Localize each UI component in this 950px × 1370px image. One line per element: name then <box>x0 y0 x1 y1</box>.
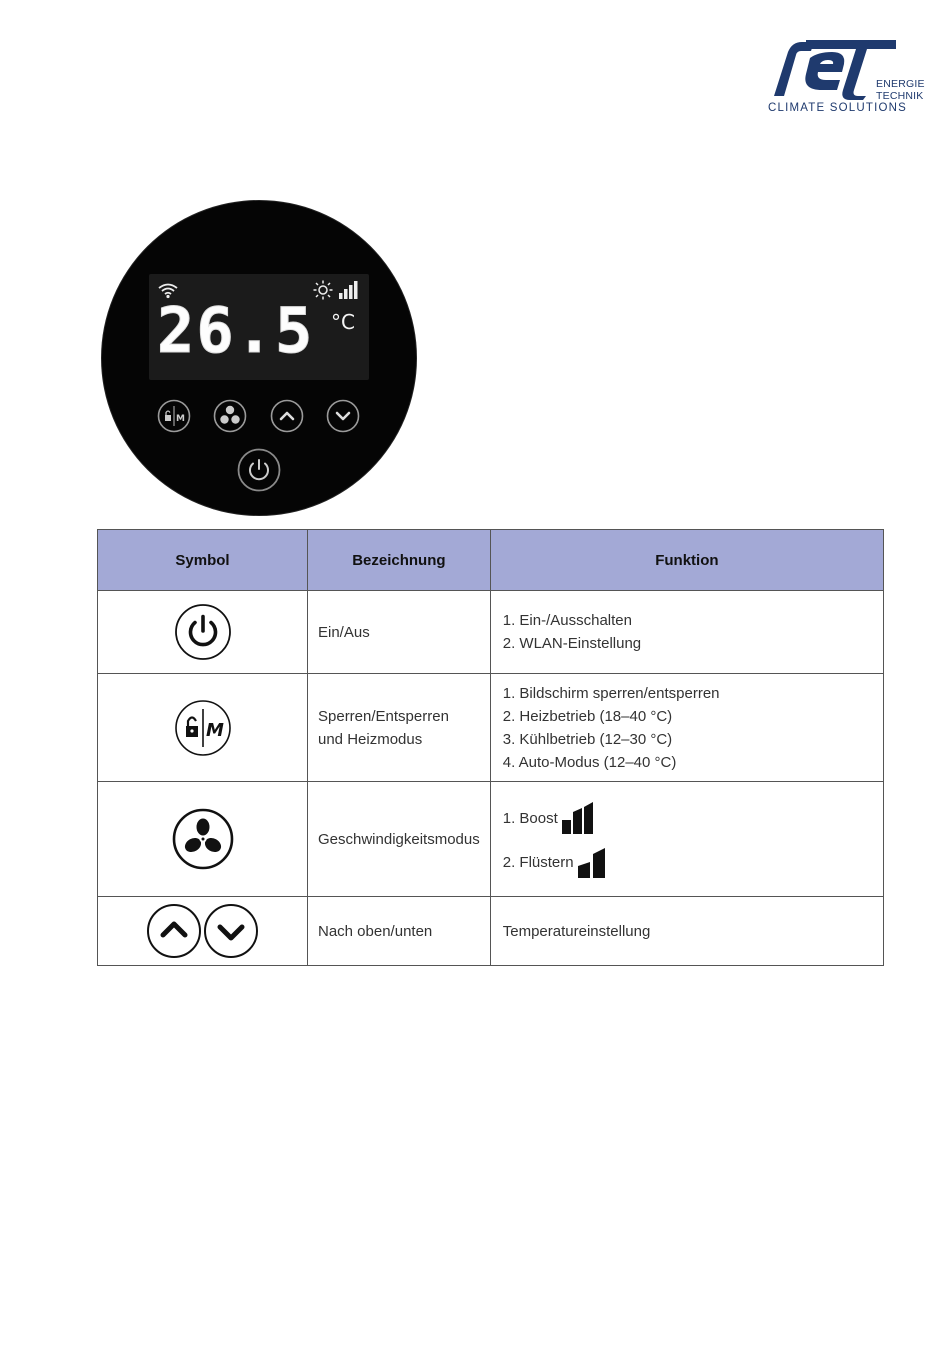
signal-bars-boost-icon <box>562 802 594 834</box>
name-cell <box>308 782 491 897</box>
header-name: Bezeichnung <box>308 530 491 591</box>
function-cell <box>490 674 883 782</box>
table-row <box>98 591 884 674</box>
name-line: Sperren/Entsperren <box>318 707 449 725</box>
brand-logo <box>766 38 931 118</box>
function-line: 2. Flüstern <box>502 854 574 871</box>
device-fan-button[interactable] <box>213 399 247 433</box>
function-line: 1. Boost <box>502 810 558 827</box>
table-row <box>98 782 884 897</box>
logo-text-climate-solutions: CLIMATE SOLUTIONS <box>768 102 908 114</box>
svg-text:M: M <box>205 719 224 741</box>
name-line: und Heizmodus <box>318 730 423 748</box>
temperature-unit: °C <box>331 310 355 334</box>
lock-mode-icon <box>174 699 232 757</box>
speed-option-boost <box>503 800 871 834</box>
device-lock-mode-button[interactable] <box>157 399 191 433</box>
symbol-cell <box>98 782 308 897</box>
power-icon <box>237 448 281 492</box>
logo-text-energie: ENERGIE <box>876 78 925 90</box>
table-header-row <box>98 530 884 591</box>
symbol-cell <box>98 591 308 674</box>
symbol-cell <box>98 674 308 782</box>
chevron-down-icon <box>203 903 259 959</box>
svg-text:M: M <box>176 414 185 424</box>
device-up-button[interactable] <box>270 399 304 433</box>
table-row <box>98 897 884 966</box>
device-power-button[interactable] <box>237 448 281 492</box>
symbol-cell <box>98 897 308 966</box>
thermostat-device <box>102 201 416 515</box>
signal-bars-whisper-icon <box>578 846 606 878</box>
name-line: Nach oben/unten <box>318 922 433 940</box>
signal-bars-icon <box>339 281 359 299</box>
function-cell <box>490 782 883 897</box>
speed-option-whisper <box>503 844 871 878</box>
name-line: Ein/Aus <box>318 623 370 641</box>
function-line: 2. WLAN-Einstellung <box>502 635 642 652</box>
function-line: 2. Heizbetrieb (18–40 °C) <box>502 707 673 725</box>
chevron-down-icon <box>326 399 360 433</box>
table-row <box>98 674 884 782</box>
header-function: Funktion <box>490 530 883 591</box>
sun-icon <box>313 280 333 300</box>
function-line: 1. Ein-/Ausschalten <box>502 612 632 629</box>
fan-icon <box>213 399 247 433</box>
temperature-readout: 26.5 <box>157 294 315 367</box>
function-line: 3. Kühlbetrieb (12–30 °C) <box>502 730 673 748</box>
name-cell <box>308 897 491 966</box>
name-line: Geschwindigkeitsmodus <box>318 830 480 848</box>
name-cell <box>308 674 491 782</box>
logo-text-technik: TECHNIK <box>876 90 924 102</box>
button-legend-table <box>97 529 884 966</box>
power-icon <box>174 603 232 661</box>
name-cell <box>308 591 491 674</box>
chevron-up-icon <box>146 903 202 959</box>
device-display <box>149 274 369 380</box>
function-cell <box>490 897 883 966</box>
header-symbol: Symbol <box>98 530 308 591</box>
fan-icon <box>172 808 234 870</box>
device-down-button[interactable] <box>326 399 360 433</box>
function-line: 1. Bildschirm sperren/entsperren <box>502 684 720 702</box>
function-line: 4. Auto-Modus (12–40 °C) <box>502 753 677 771</box>
chevron-up-icon <box>270 399 304 433</box>
function-line: Temperatureinstellung <box>502 922 651 940</box>
function-cell <box>490 591 883 674</box>
lock-mode-icon <box>157 399 191 433</box>
